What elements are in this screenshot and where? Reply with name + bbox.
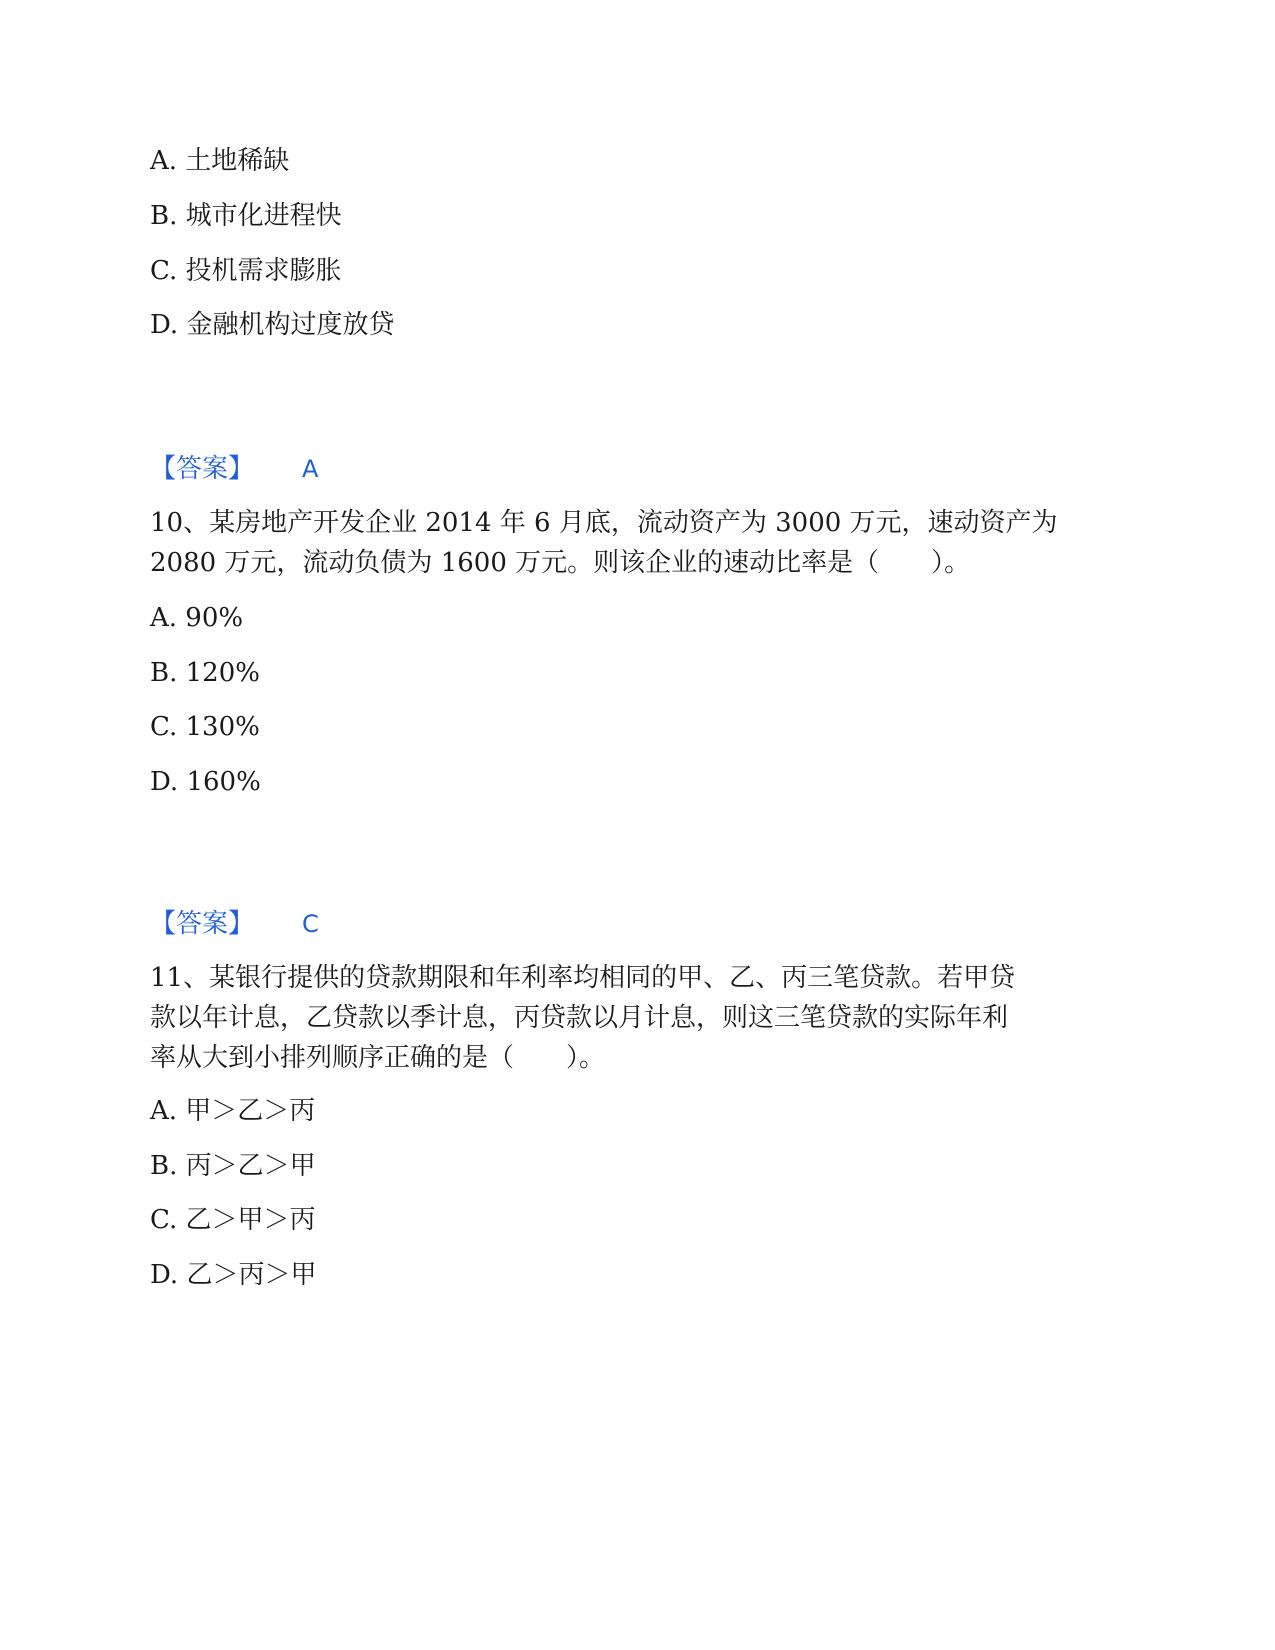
q10-option-b: B. 120% [150,658,260,688]
answer-value: A [302,455,319,483]
q11-stem-line-1: 11、某银行提供的贷款期限和年利率均相同的甲、乙、丙三笔贷款。若甲贷 [150,963,1016,993]
q11-option-b: B. 丙＞乙＞甲 [150,1151,316,1181]
q10-answer [150,903,319,945]
q11-option-a: A. 甲＞乙＞丙 [150,1096,316,1126]
answer-label: 【答案】 [150,454,255,484]
q10-stem-line-1: 10、某房地产开发企业 2014 年 6 月底，流动资产为 3000 万元，速动资产为 [150,508,1058,538]
answer-value: C [302,910,319,938]
q9-option-c: C. 投机需求膨胀 [150,256,342,286]
q10-option-d: D. 160% [150,767,261,797]
q9-option-b: B. 城市化进程快 [150,201,342,231]
q11-option-c: C. 乙＞甲＞丙 [150,1205,316,1235]
q10-option-a: A. 90% [150,603,244,633]
q11-option-d: D. 乙＞丙＞甲 [150,1260,317,1290]
q10-stem-line-2: 2080 万元，流动负债为 1600 万元。则该企业的速动比率是（ ）。 [150,548,971,578]
q9-answer [150,448,318,490]
q11-stem-line-3: 率从大到小排列顺序正确的是（ ）。 [150,1043,606,1073]
q10-option-c: C. 130% [150,712,260,742]
q11-stem-line-2: 款以年计息，乙贷款以季计息，丙贷款以月计息，则这三笔贷款的实际年利 [150,1003,1009,1033]
q9-option-d: D. 金融机构过度放贷 [150,310,395,340]
q9-option-a: A. 土地稀缺 [150,146,290,176]
answer-label: 【答案】 [150,909,255,939]
